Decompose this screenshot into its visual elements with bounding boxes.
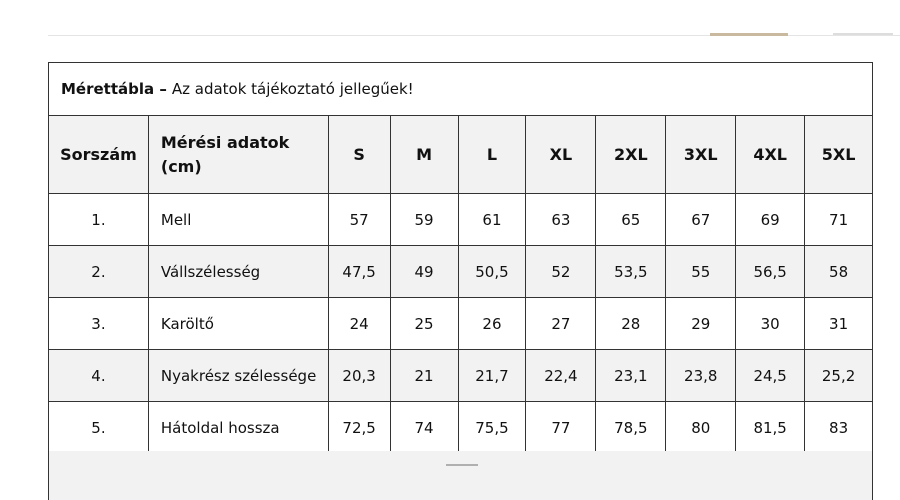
table-cell: 80 xyxy=(666,402,736,453)
table-cell: 26 xyxy=(459,298,527,349)
table-cell: 31 xyxy=(829,314,849,333)
table-cell: 21 xyxy=(391,350,459,401)
table-cell: 67 xyxy=(666,194,736,245)
row-index: 3. xyxy=(49,298,149,349)
table-cell: 50,5 xyxy=(459,246,527,297)
table-cell: 57 xyxy=(329,194,391,245)
row-index: 2. xyxy=(49,246,149,297)
table-cell: 29 xyxy=(666,298,736,349)
table-row xyxy=(49,246,872,298)
tab-indicator[interactable] xyxy=(710,33,788,36)
table-cell: 65 xyxy=(596,194,666,245)
header-cell-measure: Mérési adatok (cm) xyxy=(149,116,329,193)
header-cell-size: M xyxy=(391,116,459,193)
table-cell: 75,5 xyxy=(459,402,527,453)
table-cell: 49 xyxy=(391,246,459,297)
header-cell-size: 3XL xyxy=(666,116,736,193)
header-cell-index: Sorszám xyxy=(49,116,149,193)
table-caption xyxy=(49,63,872,116)
table-cell: 23,8 xyxy=(666,350,736,401)
header-cell-size: S xyxy=(329,116,391,193)
table-cell: 24 xyxy=(329,298,391,349)
scroll-handle[interactable] xyxy=(446,464,478,466)
table-row xyxy=(49,350,872,402)
table-cell: 28 xyxy=(596,298,666,349)
table-header-row xyxy=(49,116,872,194)
header-cell-size: XL xyxy=(526,116,596,193)
row-measure-name: Vállszélesség xyxy=(149,246,329,297)
table-cell: 47,5 xyxy=(329,246,391,297)
table-cell: 74 xyxy=(391,402,459,453)
table-cell: 56,5 xyxy=(736,246,805,297)
table-cell: 71 xyxy=(829,210,849,229)
caption-note: Az adatok tájékoztató jellegűek! xyxy=(171,80,414,98)
row-measure-name: Nyakrész szélessége xyxy=(149,350,329,401)
table-row xyxy=(49,194,872,246)
table-cell: 25,2 xyxy=(821,366,856,385)
table-row xyxy=(49,298,872,350)
table-footer-strip xyxy=(48,451,873,500)
row-measure-name: Mell xyxy=(149,194,329,245)
header-cell-size: 2XL xyxy=(596,116,666,193)
table-cell: 24,5 xyxy=(736,350,805,401)
table-cell: 20,3 xyxy=(329,350,391,401)
table-cell: 61 xyxy=(459,194,527,245)
table-cell: 81,5 xyxy=(736,402,805,453)
table-cell: 83 xyxy=(829,418,849,437)
row-measure-name: Karöltő xyxy=(149,298,329,349)
row-index: 4. xyxy=(49,350,149,401)
table-cell: 23,1 xyxy=(596,350,666,401)
table-cell: 58 xyxy=(829,262,849,281)
table-cell: 22,4 xyxy=(526,350,596,401)
table-cell: 59 xyxy=(391,194,459,245)
table-cell: 25 xyxy=(391,298,459,349)
row-index: 5. xyxy=(49,402,149,453)
table-cell: 30 xyxy=(736,298,805,349)
table-cell: 69 xyxy=(736,194,805,245)
table-cell: 27 xyxy=(526,298,596,349)
row-measure-name: Hátoldal hossza xyxy=(149,402,329,453)
caption-title: Mérettábla – xyxy=(61,80,167,98)
table-cell: 78,5 xyxy=(596,402,666,453)
row-index: 1. xyxy=(49,194,149,245)
table-cell: 21,7 xyxy=(459,350,527,401)
tab-indicator-secondary[interactable] xyxy=(833,33,893,35)
table-cell: 52 xyxy=(526,246,596,297)
size-chart-table xyxy=(48,62,873,455)
table-cell: 77 xyxy=(526,402,596,453)
header-cell-size: 5XL xyxy=(821,145,856,164)
header-cell-size: L xyxy=(459,116,527,193)
table-cell: 53,5 xyxy=(596,246,666,297)
table-cell: 72,5 xyxy=(329,402,391,453)
header-cell-size: 4XL xyxy=(736,116,805,193)
table-row xyxy=(49,402,872,454)
table-cell: 55 xyxy=(666,246,736,297)
table-cell: 63 xyxy=(526,194,596,245)
